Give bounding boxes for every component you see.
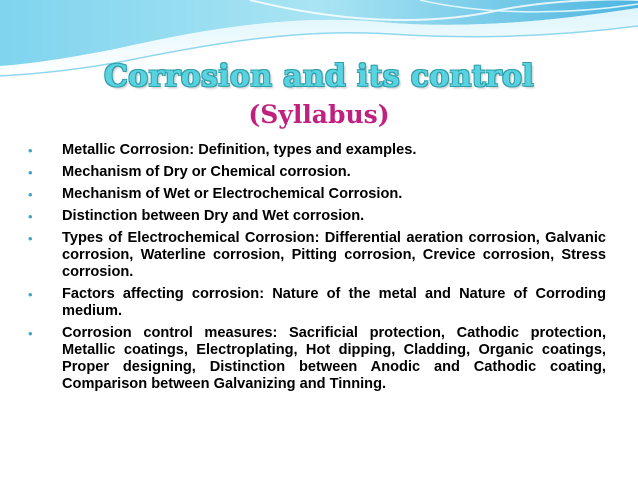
list-item-text: Mechanism of Dry or Chemical corrosion. — [62, 164, 351, 180]
list-item — [28, 230, 606, 281]
list-item-text: Metallic Corrosion: Definition, types and examples. — [62, 142, 417, 158]
bullet-icon: • — [28, 143, 33, 158]
slide-subtitle: (Syllabus) — [248, 100, 390, 129]
list-item — [28, 325, 606, 393]
list-item — [28, 164, 606, 181]
slide-title: Corrosion and its control — [104, 59, 534, 94]
bullet-icon: • — [28, 165, 33, 180]
list-item — [28, 186, 606, 203]
list-item-text: Distinction between Dry and Wet corrosion. — [62, 208, 365, 224]
list-item-text: Mechanism of Wet or Electrochemical Corrosion. — [62, 186, 403, 202]
bullet-icon: • — [28, 209, 33, 224]
list-item — [28, 208, 606, 225]
bullet-icon: • — [28, 326, 33, 341]
bullet-icon: • — [28, 187, 33, 202]
list-item-text: Corrosion control measures: Sacrificial protection, Cathodic protection, Metallic coatings, Electroplating, Hot dipping, Cladding, Organic coatings, Proper designing, Distinction between Anodic and Cathodic coating, Comparison between Galvanizing and Tinning. — [62, 325, 606, 392]
list-item-text: Factors affecting corrosion: Nature of the metal and Nature of Corroding medium. — [62, 286, 606, 319]
list-item-text: Types of Electrochemical Corrosion: Differential aeration corrosion, Galvanic corrosion, Waterline corrosion, Pitting corrosion, Crevice corrosion, Stress corrosion. — [62, 230, 606, 280]
bullet-icon: • — [28, 287, 33, 302]
bullet-icon: • — [28, 231, 33, 246]
list-item — [28, 142, 606, 159]
syllabus-list — [28, 142, 606, 398]
list-item — [28, 286, 606, 320]
